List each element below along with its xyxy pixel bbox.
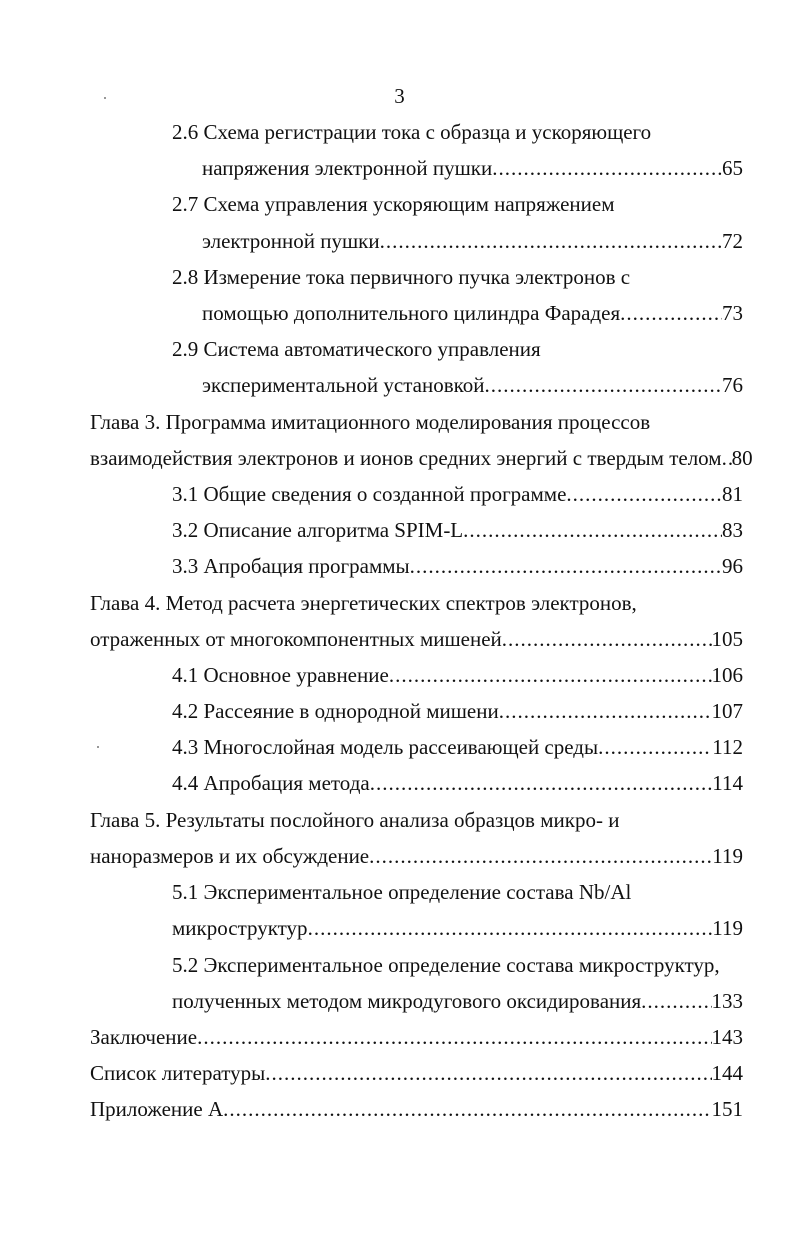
toc-conclusion[interactable] <box>90 1022 743 1052</box>
toc-entry-2-8-line1 <box>172 262 630 292</box>
toc-page-number: 80 <box>731 446 753 470</box>
toc-entry-3-1[interactable] <box>172 479 743 509</box>
toc-entry-4-2[interactable] <box>172 696 743 726</box>
toc-entry-text: 2.6 Схема регистрации тока с образца и ускоряющего <box>172 120 652 144</box>
toc-entry-5-2[interactable] <box>172 986 743 1016</box>
toc-page-number: 151 <box>711 1097 743 1121</box>
toc-entry-text: 4.1 Основное уравнение <box>172 663 389 687</box>
toc-page-number: 72 <box>722 229 743 253</box>
toc-page-number: 119 <box>712 916 743 940</box>
toc-entry-text: 2.7 Схема управления ускоряющим напряжением <box>172 192 615 216</box>
toc-entry-2-7-line1 <box>172 189 614 219</box>
toc-entry-text: 3.2 Описание алгоритма SPIM-L <box>172 518 464 542</box>
toc-entry-text: Заключение <box>90 1025 198 1049</box>
page-number: 3 <box>394 84 405 108</box>
toc-entry-4-1[interactable] <box>172 660 743 690</box>
dot-leader <box>641 986 711 1016</box>
toc-entry-text: Глава 5. Результаты послойного анализа образцов микро- и <box>90 808 620 832</box>
dot-leader <box>566 479 722 509</box>
dot-leader <box>492 153 722 183</box>
dot-leader <box>389 660 712 690</box>
dot-leader <box>722 443 732 473</box>
dot-leader <box>620 298 722 328</box>
toc-entry-text: 3.1 Общие сведения о созданной программе <box>172 482 567 506</box>
toc-entry-text: микроструктур <box>172 916 308 940</box>
dot-leader <box>499 696 712 726</box>
toc-entry-text: 4.3 Многослойная модель рассеивающей среды <box>172 735 599 759</box>
toc-entry-text: электронной пушки <box>202 229 380 253</box>
dot-leader <box>197 1022 711 1052</box>
toc-entry-text: 4.2 Рассеяние в однородной мишени <box>172 699 499 723</box>
toc-chapter-4-line1 <box>90 588 637 618</box>
toc-entry-2-9[interactable] <box>202 370 743 400</box>
toc-page-number: 107 <box>711 699 743 723</box>
toc-page-number: 83 <box>722 518 743 542</box>
toc-entry-text: 2.9 Система автоматического управления <box>172 337 541 361</box>
dot-leader <box>463 515 722 545</box>
dot-leader <box>598 732 712 762</box>
toc-entry-5-1[interactable] <box>172 913 743 943</box>
toc-entry-text: Глава 4. Метод расчета энергетических спектров электронов, <box>90 591 637 615</box>
dot-leader <box>369 841 712 871</box>
dot-leader <box>502 624 712 654</box>
toc-chapter-5-line1 <box>90 805 619 835</box>
toc-entry-text: экспериментальной установкой <box>202 373 485 397</box>
toc-chapter-4[interactable] <box>90 624 743 654</box>
toc-entry-2-8[interactable] <box>202 298 743 328</box>
toc-entry-4-3[interactable] <box>172 732 743 762</box>
dot-leader <box>410 551 722 581</box>
toc-chapter-3-line1 <box>90 407 650 437</box>
toc-entry-text: 5.2 Экспериментальное определение состава микроструктур, <box>172 953 720 977</box>
toc-entry-text: Список литературы <box>90 1061 266 1085</box>
toc-entry-5-1-line1 <box>172 877 631 907</box>
toc-page-number: 81 <box>722 482 743 506</box>
toc-page-number: 144 <box>711 1061 743 1085</box>
toc-references[interactable] <box>90 1058 743 1088</box>
toc-entry-text: отраженных от многокомпонентных мишеней <box>90 627 502 651</box>
toc-entry-2-6[interactable] <box>202 153 743 183</box>
dot-leader <box>308 913 713 943</box>
toc-entry-2-7[interactable] <box>202 226 743 256</box>
toc-entry-text: 3.3 Апробация программы <box>172 554 410 578</box>
toc-entry-text: помощью дополнительного цилиндра Фарадея <box>202 301 621 325</box>
toc-entry-text: полученных методом микродугового оксидирования <box>172 989 642 1013</box>
dot-leader <box>265 1058 711 1088</box>
scan-speck <box>104 97 106 99</box>
toc-entry-text: Глава 3. Программа имитационного моделирования процессов <box>90 410 651 434</box>
toc-entry-3-3[interactable] <box>172 551 743 581</box>
toc-entry-text: 4.4 Апробация метода <box>172 771 370 795</box>
toc-entry-text: 5.1 Экспериментальное определение состава Nb/Al <box>172 880 632 904</box>
toc-entry-text: напряжения электронной пушки <box>202 156 493 180</box>
toc-page-number: 112 <box>712 735 743 759</box>
toc-entry-2-9-line1 <box>172 334 541 364</box>
toc-page-number: 114 <box>712 771 743 795</box>
dot-leader <box>223 1094 711 1124</box>
toc-page-number: 133 <box>711 989 743 1013</box>
dot-leader <box>485 370 723 400</box>
toc-page-number: 143 <box>711 1025 743 1049</box>
toc-entry-3-2[interactable] <box>172 515 743 545</box>
toc-chapter-3[interactable] <box>90 443 753 473</box>
toc-entry-4-4[interactable] <box>172 768 743 798</box>
toc-page-number: 119 <box>712 844 743 868</box>
toc-page-number: 73 <box>722 301 743 325</box>
toc-entry-text: наноразмеров и их обсуждение <box>90 844 370 868</box>
toc-page-number: 105 <box>711 627 743 651</box>
toc-entry-text: взаимодействия электронов и ионов средних энергий с твердым телом <box>90 446 722 470</box>
toc-entry-text: 2.8 Измерение тока первичного пучка электронов с <box>172 265 631 289</box>
toc-page-number: 106 <box>711 663 743 687</box>
toc-entry-2-6-line1 <box>172 117 651 147</box>
dot-leader <box>370 768 713 798</box>
toc-chapter-5[interactable] <box>90 841 743 871</box>
dot-leader <box>380 226 722 256</box>
scan-speck <box>97 746 99 748</box>
toc-page-number: 65 <box>722 156 743 180</box>
toc-appendix[interactable] <box>90 1094 743 1124</box>
toc-page-number: 76 <box>722 373 743 397</box>
toc-entry-text: Приложение А <box>90 1097 224 1121</box>
toc-page-number: 96 <box>722 554 743 578</box>
toc-entry-5-2-line1 <box>172 950 720 980</box>
